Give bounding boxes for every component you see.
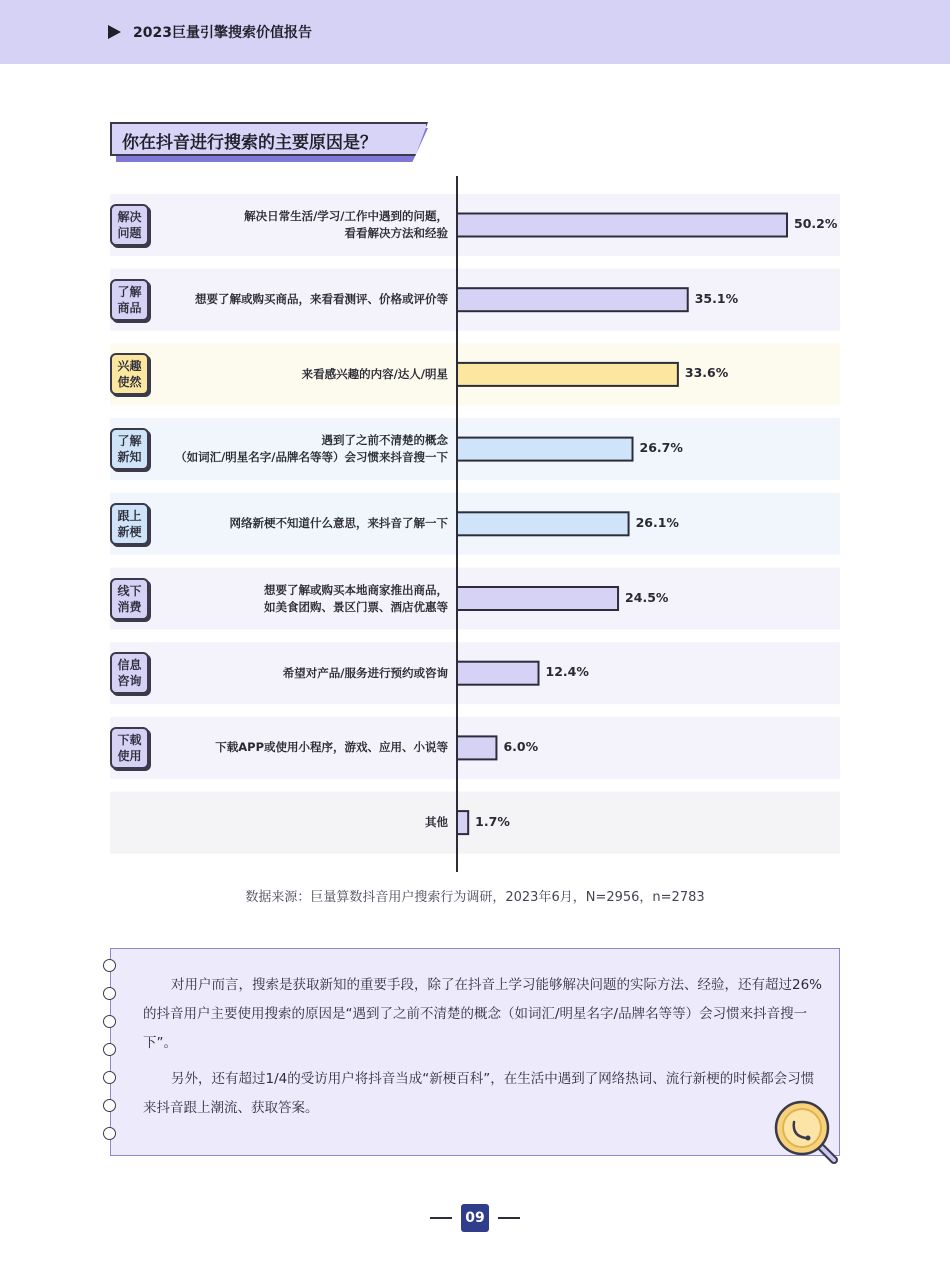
tag-line-1: 解决 (117, 210, 142, 224)
category-label-line: 其他 (425, 815, 448, 830)
category-tag (110, 353, 149, 395)
category-tag (110, 578, 149, 620)
category-tag (110, 428, 149, 470)
value-label: 33.6% (684, 365, 729, 381)
magnifier-icon (772, 1098, 842, 1168)
tag-line-1: 跟上 (117, 508, 142, 523)
category-label-line: （如词汇/明星名字/品牌名等等）会习惯来抖音搜一下 (175, 450, 448, 465)
ring-icon (103, 1071, 116, 1084)
bar (457, 811, 468, 834)
ring-icon (103, 1015, 116, 1028)
category-label-line: 看看解决方法和经验 (344, 226, 448, 240)
category-label-line: 如美食团购、景区门票、酒店优惠等 (264, 599, 448, 614)
category-label (128, 515, 448, 532)
category-tag (110, 652, 149, 694)
bar (457, 662, 539, 685)
page-dash-left (430, 1217, 452, 1219)
tag-line-2: 新梗 (117, 524, 142, 539)
category-label-line: 想要了解或购买商品，来看看测评、价格或评价等 (195, 292, 448, 307)
category-label (128, 291, 448, 308)
category-label (128, 366, 448, 383)
tag-line-1: 了解 (117, 434, 142, 449)
report-title: 2023巨量引擎搜索价值报告 (133, 25, 312, 41)
page-number: 09 (461, 1204, 489, 1232)
ring-icon (103, 1043, 116, 1056)
bar (457, 438, 633, 461)
category-label (128, 432, 448, 466)
summary-paragraph-1: 对用户而言，搜索是获取新知的重要手段，除了在抖音上学习能够解决问题的实际方法、经验，还有超过26%的抖音用户主要使用搜索的原因是“遇到了之前不清楚的概念（如词汇/明星名字/品牌名等等）会习惯来抖音搜一下”。 (143, 977, 823, 1051)
summary-notebook (110, 948, 840, 1156)
bar (457, 512, 629, 535)
category-label-line: 希望对产品/服务进行预约或咨询 (282, 665, 448, 680)
category-label-line: 解决日常生活/学习/工作中遇到的问题， (244, 209, 448, 223)
value-label: 24.5% (625, 589, 669, 605)
category-label (128, 208, 448, 242)
tag-line-1: 信息 (117, 658, 142, 673)
value-label: 50.2% (794, 216, 838, 231)
bar (457, 736, 496, 759)
value-label: 35.1% (694, 290, 739, 306)
ring-icon (103, 959, 116, 972)
ring-icon (103, 987, 116, 1000)
tag-line-2: 商品 (117, 300, 142, 315)
category-tag (110, 204, 149, 246)
value-label: 1.7% (475, 813, 510, 829)
tag-line-1: 线下 (117, 583, 142, 598)
category-label (128, 582, 448, 616)
category-label-line: 遇到了之前不清楚的概念 (321, 433, 448, 448)
value-label: 26.7% (639, 440, 683, 456)
question-text: 你在抖音进行搜索的主要原因是？ (122, 133, 377, 153)
ring-icon (103, 1099, 116, 1112)
page-dash-right (498, 1217, 520, 1219)
pagination (0, 1204, 950, 1232)
tag-line-1: 了解 (117, 284, 142, 299)
tag-line-2: 咨询 (117, 674, 142, 689)
bar (457, 587, 618, 610)
tag-line-2: 新知 (117, 450, 142, 465)
category-label-line: 网络新梗不知道什么意思，来抖音了解一下 (229, 516, 448, 531)
tag-line-2: 消费 (117, 599, 142, 614)
value-label: 6.0% (503, 738, 539, 754)
category-label (128, 814, 448, 831)
category-label-line: 想要了解或购买本地商家推出商品， (264, 582, 448, 597)
category-label-line: 来看感兴趣的内容/达人/明星 (301, 366, 448, 381)
value-label: 26.1% (635, 514, 679, 530)
category-label (128, 739, 448, 756)
tag-line-2: 使用 (117, 748, 142, 763)
tag-line-1: 兴趣 (117, 359, 142, 374)
tag-line-2: 问题 (117, 226, 142, 240)
bar (457, 363, 678, 386)
ring-icon (103, 1127, 116, 1140)
notebook-rings (103, 959, 117, 1155)
value-label: 12.4% (545, 664, 589, 680)
bar (457, 214, 787, 237)
bar (457, 288, 688, 311)
data-source: 数据来源：巨量算数抖音用户搜索行为调研，2023年6月，N=2956，n=2783 (245, 890, 705, 905)
category-tag (110, 279, 149, 321)
category-label-line: 下载APP或使用小程序，游戏、应用、小说等 (215, 740, 448, 755)
category-label (128, 665, 448, 682)
category-tag (110, 503, 149, 545)
category-tag (110, 727, 149, 769)
tag-line-1: 下载 (117, 732, 142, 747)
tag-line-2: 使然 (117, 375, 142, 390)
summary-paragraph-2: 另外，还有超过1/4的受访用户将抖音当成“新梗百科”，在生活中遇到了网络热词、流行新梗的时候都会习惯来抖音跟上潮流、获取答案。 (143, 1071, 815, 1116)
